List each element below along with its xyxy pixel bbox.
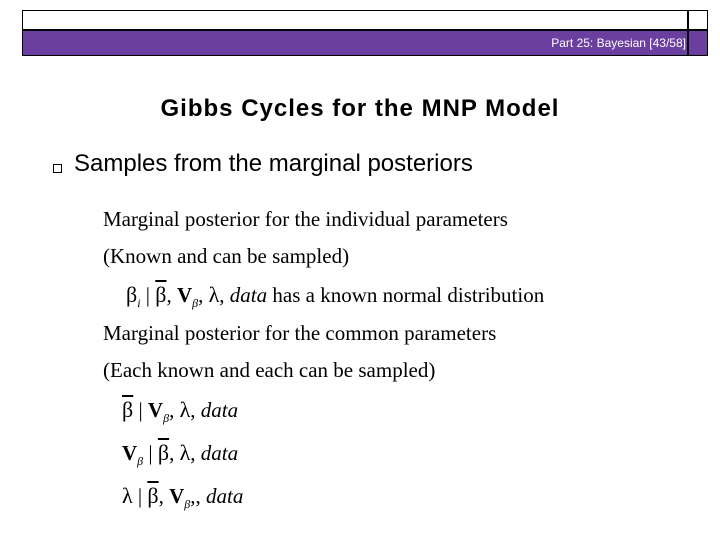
header-top-bar [22,10,688,30]
formula-beta-i: $\beta_i$ | $\overline{\beta}$, $V_\beta$, λ, data has a known normal distribution [126,282,545,310]
line-common-params: Marginal posterior for the common parameters [103,321,497,345]
bullet-square-icon [53,164,62,173]
header-top-square [688,10,708,30]
formula-v-beta: $V_\beta$ | $\overline{\beta}$, λ, data [122,440,239,468]
line-known-sampled: (Known and can be sampled) [103,244,350,268]
slide-part-label: Part 25: Bayesian [43/58] [551,36,686,50]
header-purple-square [688,30,708,56]
line-individual-params: Marginal posterior for the individual parameters [103,207,508,231]
formula-beta-bar: $\overline{\beta}$ | $V_\beta$, λ, data [122,397,239,425]
bullet-text: Samples from the marginal posteriors [74,150,473,177]
formula-lambda: λ | $\overline{\beta}$, $V_\beta$,, data [122,483,244,511]
slide-title: Gibbs Cycles for the MNP Model [160,95,560,122]
line-each-known: (Each known and each can be sampled) [103,358,436,382]
